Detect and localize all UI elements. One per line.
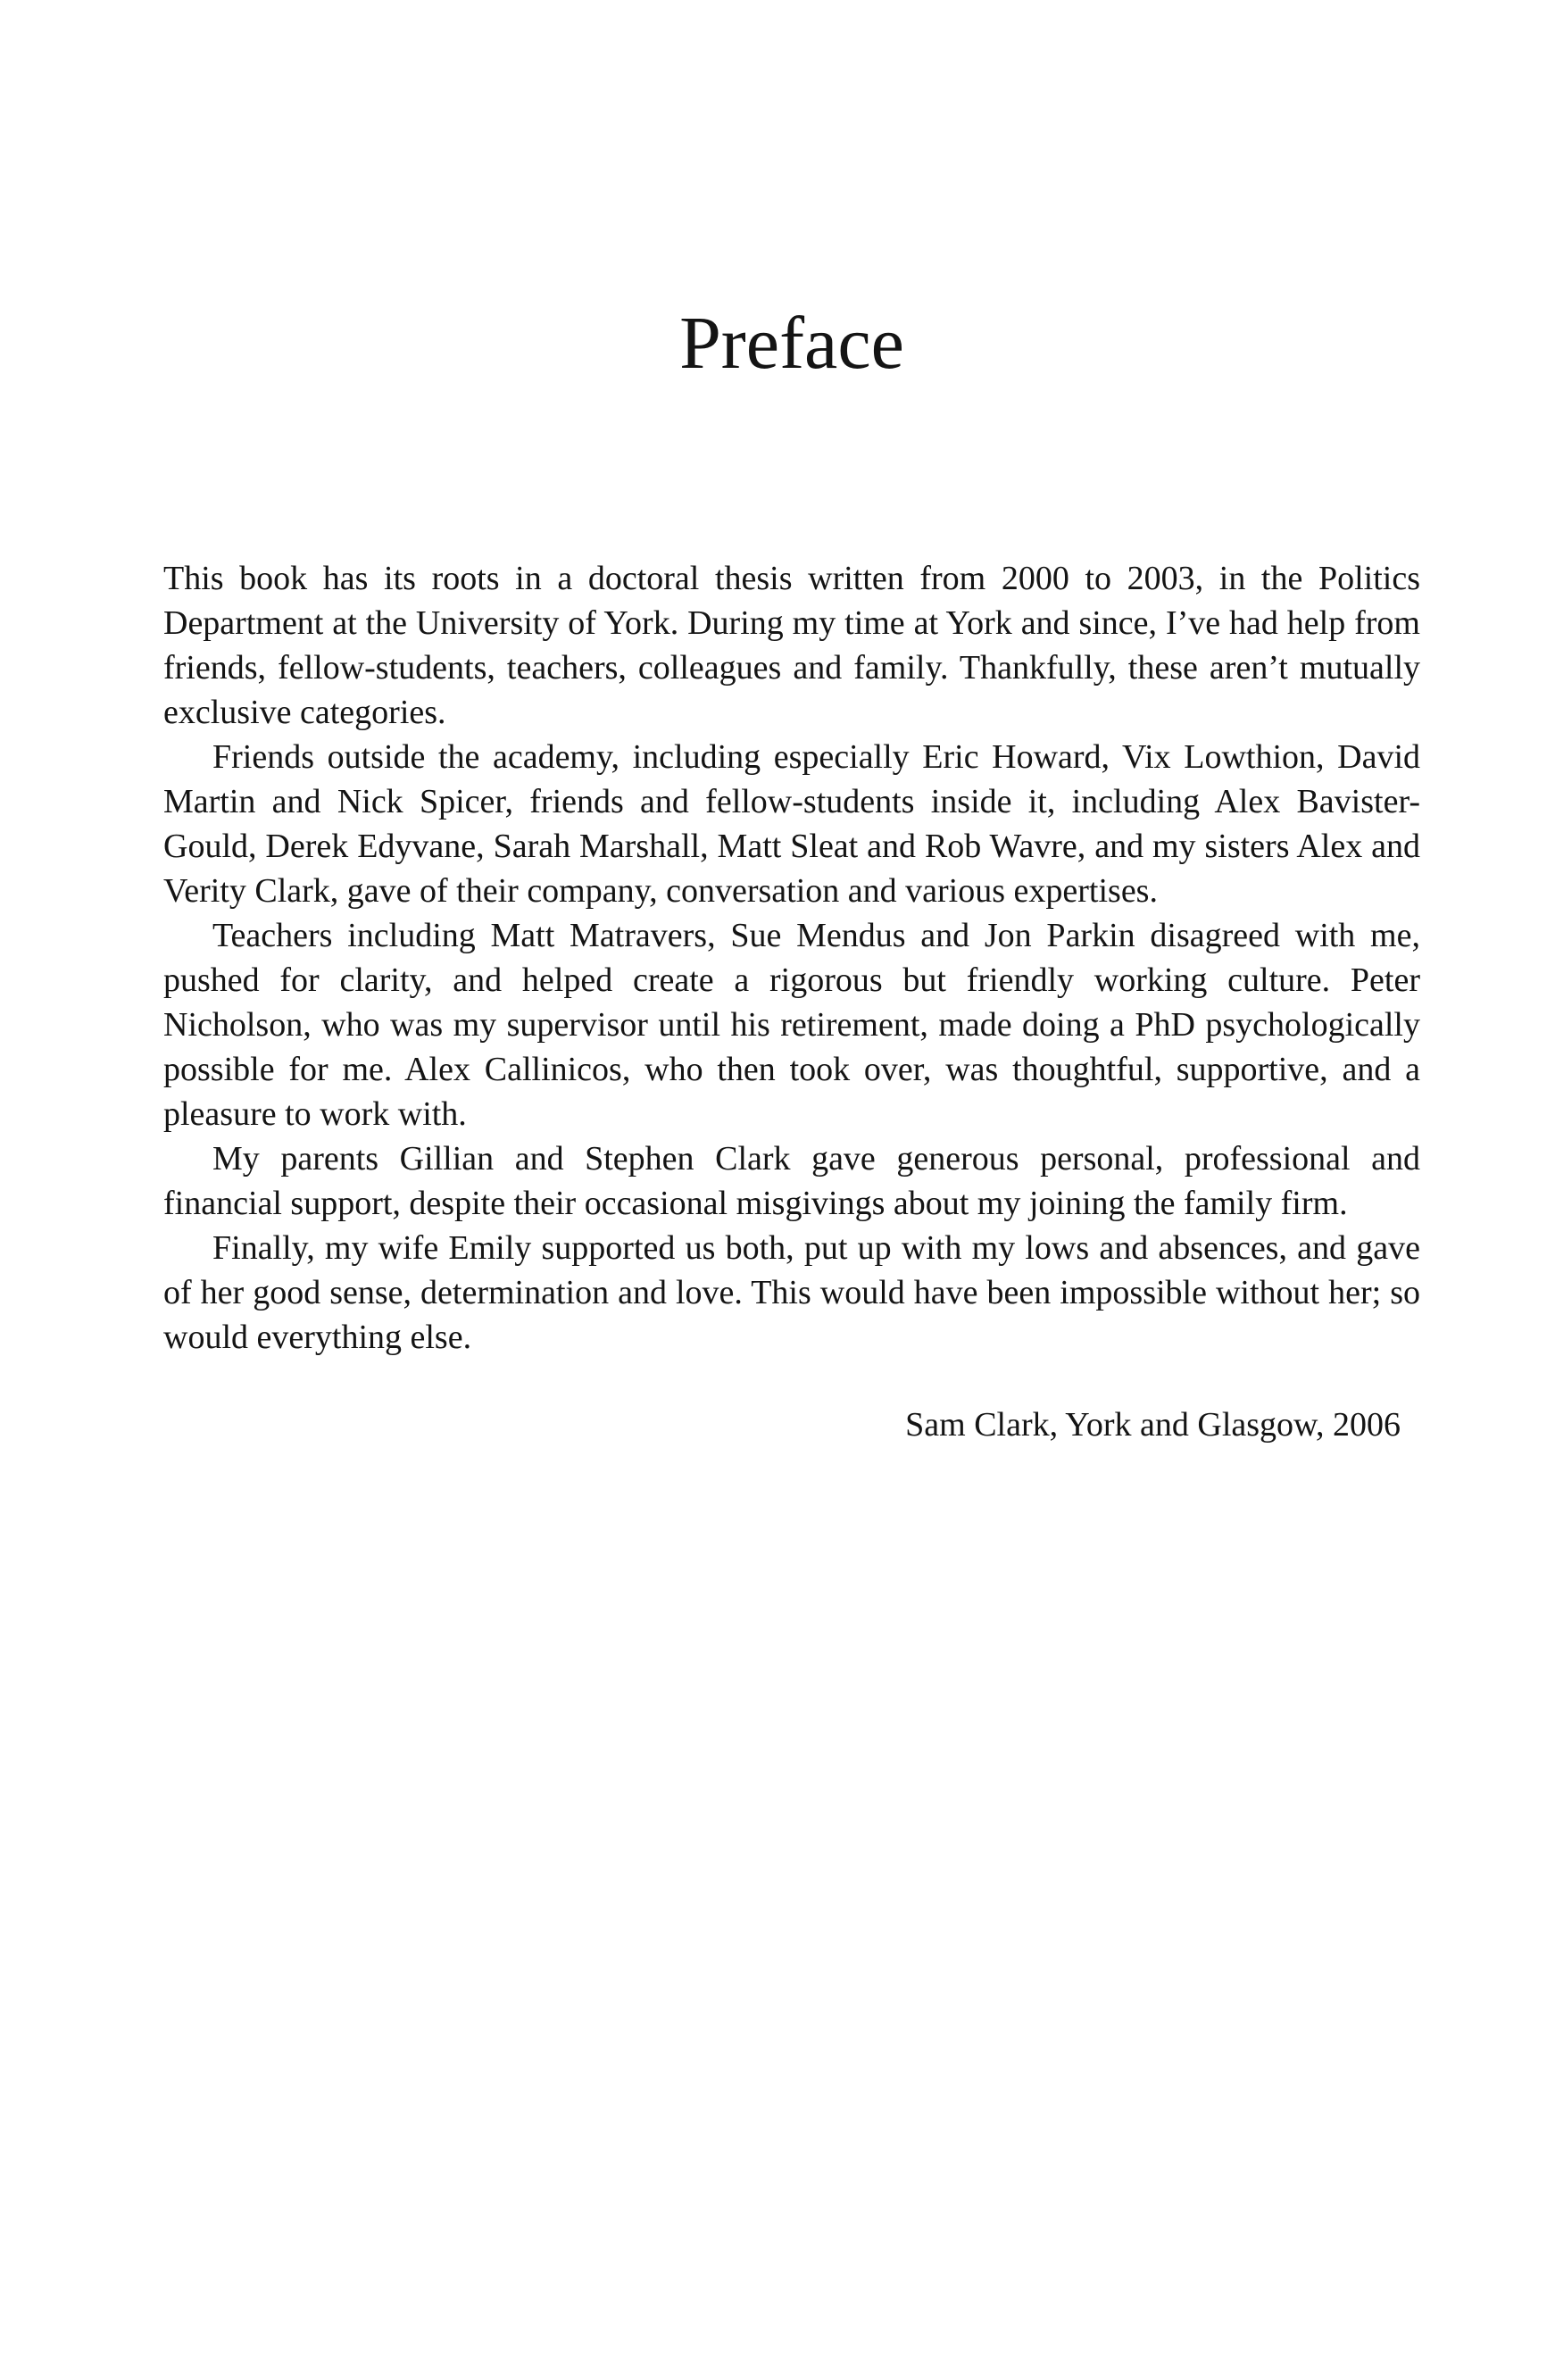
preface-paragraph-4: My parents Gillian and Stephen Clark gave generous personal, professional and financial support, despite their occasional misgivings about my joining the family firm. [163, 1140, 1420, 1222]
preface-paragraph-5: Finally, my wife Emily supported us both, put up with my lows and absences, and gave of her good sense, determination and love. This would have been impossible without her; so would everything else. [163, 1229, 1420, 1356]
preface-paragraph-3: Teachers including Matt Matravers, Sue Mendus and Jon Parkin disagreed with me, pushed for clarity, and helped create a rigorous but friendly working culture. Peter Nicholson, who was my supervisor until his retirement, made doing a PhD psychologically possible for me. Alex Callinicos, who then took over, was thoughtful, supportive, and a pleasure to work with. [163, 917, 1420, 1133]
page-content [163, 0, 1420, 1447]
preface-body [163, 556, 1420, 1360]
signature-line: Sam Clark, York and Glasgow, 2006 [905, 1406, 1401, 1444]
preface-paragraph-1: This book has its roots in a doctoral thesis written from 2000 to 2003, in the Politics Department at the University of York. During my time at York and since, I’ve had help from friends, fellow-students, teachers, colleagues and family. Thankfully, these aren’t mutually exclusive categories. [163, 560, 1420, 731]
page-title: Preface [679, 302, 904, 385]
preface-paragraph-2: Friends outside the academy, including especially Eric Howard, Vix Lowthion, David Martin and Nick Spicer, friends and fellow-students inside it, including Alex Bavister-Gould, Derek Edyvane, Sarah Marshall, Matt Sleat and Rob Wavre, and my sisters Alex and Verity Clark, gave of their company, conversation and various expertises. [163, 738, 1420, 910]
